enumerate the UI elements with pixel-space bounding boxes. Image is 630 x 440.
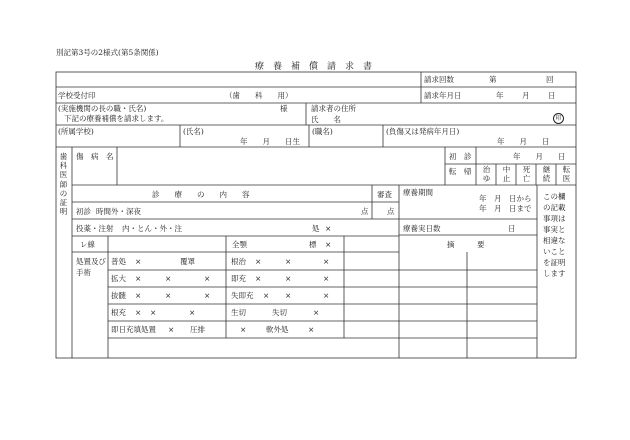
cell-seisetsu: 生切: [231, 308, 246, 317]
days-label: 療養実日数: [403, 224, 441, 233]
injection-label: 投薬・注射: [76, 224, 114, 233]
period-to: 年 月 日まで: [479, 204, 532, 213]
outcome-continue: 継続: [542, 165, 551, 184]
injection-detail: 内・とん・外・注: [122, 224, 182, 233]
request-text: 下記の療養補償を請求します。: [64, 114, 169, 123]
cross: ×: [255, 274, 262, 283]
points-1: 点: [361, 207, 369, 216]
cross: ×: [285, 291, 292, 300]
sho-label: 処: [312, 224, 320, 233]
summary-header: 摘 要: [447, 240, 485, 249]
outcome-transfer: 転医: [562, 165, 571, 184]
cross: ×: [135, 308, 142, 317]
cell-batsuzui: 抜髄: [111, 291, 126, 300]
treatment-content-header: 診 療 の 内 容: [152, 190, 250, 199]
cross: ×: [263, 291, 270, 300]
injury-date: 年 月 日: [497, 137, 550, 146]
xray-label: レ線: [80, 240, 95, 249]
position-label: (職名): [312, 127, 333, 136]
dental-use: （歯 科 用）: [225, 91, 293, 100]
claim-count-dai: 第: [489, 75, 497, 84]
cross: ×: [189, 308, 196, 317]
cross: ×: [323, 274, 330, 283]
claimant-address: 請求者の住所: [311, 104, 356, 113]
name-label: (氏名): [183, 127, 204, 136]
cross: ×: [323, 257, 330, 266]
dentist-cert-header: 歯科医師の証明: [59, 152, 68, 217]
cross: ×: [165, 274, 172, 283]
first-visit-label: 初 診: [449, 152, 472, 161]
disease-name-label: 傷 病 名: [76, 152, 114, 161]
certification-note: この欄の記載事項は事実と相違ないことを証明します: [543, 192, 566, 278]
cross: ×: [240, 325, 247, 334]
school-receipt: 学校受付印: [58, 91, 96, 100]
cell-fukuto: 覆罩: [180, 257, 195, 266]
seal-icon: 印: [553, 113, 564, 124]
cross: ×: [323, 291, 330, 300]
outcome-heal: 治ゆ: [482, 165, 491, 184]
initial-label: 初診: [76, 207, 91, 216]
cell-sokujitsu: 即日充填処置: [111, 325, 156, 334]
cross: ×: [165, 291, 172, 300]
cross: ×: [168, 325, 175, 334]
form-id: 別記第3号の2様式(第5条関係): [56, 48, 159, 57]
claimant-name: 氏 名: [311, 115, 341, 124]
initial-detail: 時間外・深夜: [96, 207, 141, 216]
cross: ×: [255, 257, 262, 266]
cross: ×: [308, 325, 315, 334]
all-jaw-label: 全顎: [232, 240, 247, 249]
page-title: 療 養 補 償 請 求 書: [255, 62, 373, 72]
claim-year: 年: [496, 91, 504, 100]
outcome-stop: 中止: [502, 165, 511, 184]
affiliation: (所属学校): [58, 127, 94, 136]
cross: ×: [150, 308, 157, 317]
claim-count-kai: 回: [546, 75, 554, 84]
cross: ×: [285, 274, 292, 283]
injury-date-label: (負傷又は発病年月日): [386, 127, 460, 136]
institution-head: (実施機関の長の職・氏名): [58, 104, 147, 113]
claim-month: 月: [522, 91, 530, 100]
birth-date: 年 月 日生: [240, 137, 300, 146]
sho-cross: ×: [325, 224, 332, 233]
cross: ×: [285, 257, 292, 266]
claim-count-label: 請求回数: [424, 75, 454, 84]
cell-kakudai: 拡大: [111, 274, 126, 283]
cross: ×: [135, 257, 142, 266]
review-header: 審査: [377, 190, 392, 199]
outcome-label: 転 帰: [449, 167, 472, 176]
cross: ×: [204, 291, 211, 300]
claim-day: 日: [548, 91, 556, 100]
procedure-label: 処置及び手術: [76, 257, 106, 277]
cell-shitsusetsu: 失切: [272, 308, 287, 317]
period-from: 年 月 日から: [479, 194, 532, 203]
period-label: 療養期間: [403, 188, 433, 197]
cross: ×: [204, 274, 211, 283]
sheets-label: 標: [309, 240, 317, 249]
days-nichi: 日: [508, 224, 516, 233]
cell-sokuju: 即充: [231, 274, 246, 283]
first-visit-date: 年 月 日: [513, 152, 566, 161]
sama: 様: [280, 104, 288, 113]
cell-appai: 圧排: [190, 325, 205, 334]
cross: ×: [313, 308, 320, 317]
cell-shitsusokuju: 失即充: [231, 291, 254, 300]
points-2: 点: [387, 207, 395, 216]
cell-konchi: 根治: [231, 257, 246, 266]
cell-fusho: 普処: [111, 257, 126, 266]
cell-nangaisho: 軟外処: [266, 325, 289, 334]
outcome-death: 死亡: [522, 165, 531, 184]
cross: ×: [135, 274, 142, 283]
sheets-cross: ×: [325, 240, 332, 249]
cross: ×: [135, 291, 142, 300]
cell-konju: 根充: [111, 308, 126, 317]
claim-date-label: 請求年月日: [424, 91, 462, 100]
